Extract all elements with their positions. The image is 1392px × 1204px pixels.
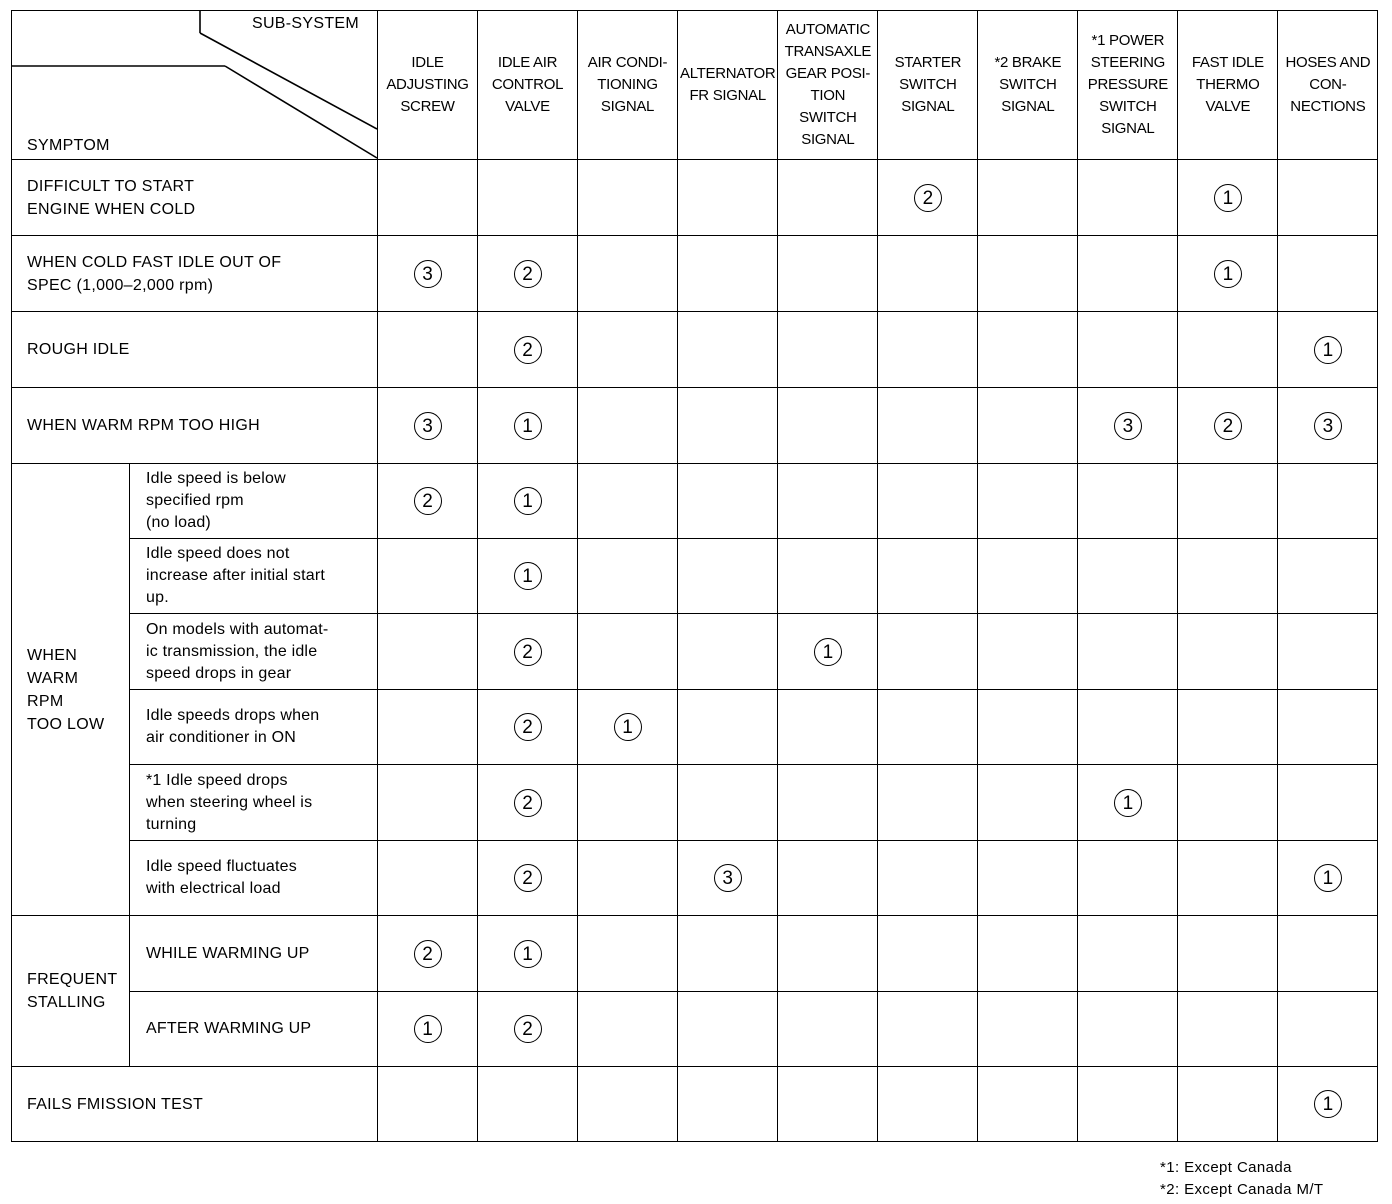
priority-cell bbox=[778, 916, 878, 992]
priority-number-circle: 1 bbox=[514, 487, 542, 515]
symptom-subsystem-table bbox=[11, 10, 1378, 1142]
priority-cell bbox=[1078, 916, 1178, 992]
priority-number-circle: 2 bbox=[514, 336, 542, 364]
priority-cell bbox=[878, 388, 978, 464]
priority-cell bbox=[378, 312, 478, 388]
priority-cell bbox=[378, 1067, 478, 1142]
priority-cell bbox=[378, 841, 478, 916]
priority-cell bbox=[978, 388, 1078, 464]
column-header: STARTER SWITCH SIGNAL bbox=[878, 11, 978, 160]
priority-cell bbox=[978, 765, 1078, 841]
priority-cell bbox=[578, 765, 678, 841]
symptom-label: *1 Idle speed drops when steering wheel is turning bbox=[130, 765, 378, 841]
priority-cell bbox=[1278, 539, 1378, 614]
priority-cell bbox=[678, 916, 778, 992]
priority-cell bbox=[1078, 464, 1178, 539]
priority-cell bbox=[478, 916, 578, 992]
symptom-label: DIFFICULT TO START ENGINE WHEN COLD bbox=[12, 160, 378, 236]
priority-cell bbox=[578, 312, 678, 388]
priority-cell bbox=[978, 841, 1078, 916]
priority-cell bbox=[978, 312, 1078, 388]
priority-cell bbox=[478, 388, 578, 464]
priority-cell bbox=[878, 992, 978, 1067]
priority-cell bbox=[578, 464, 678, 539]
priority-cell bbox=[578, 916, 678, 992]
priority-cell bbox=[978, 916, 1078, 992]
priority-number-circle: 1 bbox=[514, 412, 542, 440]
priority-number-circle: 2 bbox=[414, 940, 442, 968]
priority-cell bbox=[878, 841, 978, 916]
priority-cell bbox=[1178, 841, 1278, 916]
table-row bbox=[12, 312, 1378, 388]
priority-cell bbox=[378, 690, 478, 765]
priority-cell bbox=[378, 388, 478, 464]
priority-cell bbox=[978, 160, 1078, 236]
group-label-frequent-stalling: FREQUENT STALLING bbox=[12, 916, 130, 1067]
column-header: *1 POWER STEERING PRESSURE SWITCH SIGNAL bbox=[1078, 11, 1178, 160]
symptom-label: Idle speeds drops when air conditioner in ON bbox=[130, 690, 378, 765]
table-row bbox=[12, 236, 1378, 312]
priority-cell bbox=[1078, 992, 1178, 1067]
priority-cell bbox=[778, 539, 878, 614]
priority-cell bbox=[378, 614, 478, 690]
priority-cell bbox=[1278, 765, 1378, 841]
priority-cell bbox=[1178, 312, 1278, 388]
column-header: IDLE AIR CONTROL VALVE bbox=[478, 11, 578, 160]
priority-number-circle: 1 bbox=[514, 562, 542, 590]
priority-cell bbox=[578, 1067, 678, 1142]
priority-cell bbox=[978, 1067, 1078, 1142]
table-row bbox=[12, 841, 1378, 916]
priority-cell bbox=[1178, 765, 1278, 841]
priority-cell bbox=[578, 841, 678, 916]
priority-number-circle: 2 bbox=[914, 184, 942, 212]
priority-cell bbox=[378, 464, 478, 539]
priority-cell bbox=[378, 992, 478, 1067]
symptom-label: WHEN WARM RPM TOO HIGH bbox=[12, 388, 378, 464]
priority-cell bbox=[1078, 765, 1178, 841]
priority-cell bbox=[1078, 841, 1178, 916]
priority-cell bbox=[978, 690, 1078, 765]
priority-cell bbox=[878, 690, 978, 765]
priority-number-circle: 1 bbox=[1114, 789, 1142, 817]
priority-cell bbox=[1178, 464, 1278, 539]
priority-cell bbox=[678, 160, 778, 236]
priority-cell bbox=[478, 690, 578, 765]
priority-cell bbox=[578, 614, 678, 690]
priority-cell bbox=[778, 236, 878, 312]
priority-cell bbox=[1078, 236, 1178, 312]
priority-cell bbox=[1278, 388, 1378, 464]
priority-cell bbox=[1178, 916, 1278, 992]
table-row bbox=[12, 614, 1378, 690]
priority-number-circle: 3 bbox=[414, 412, 442, 440]
priority-number-circle: 3 bbox=[714, 864, 742, 892]
table-row bbox=[12, 1067, 1378, 1142]
priority-cell bbox=[778, 992, 878, 1067]
priority-number-circle: 1 bbox=[514, 940, 542, 968]
table-row bbox=[12, 690, 1378, 765]
subsystem-label: SUB-SYSTEM bbox=[251, 15, 359, 32]
priority-cell bbox=[478, 841, 578, 916]
priority-cell bbox=[678, 614, 778, 690]
symptom-label: Idle speed is below specified rpm (no load) bbox=[130, 464, 378, 539]
priority-cell bbox=[878, 312, 978, 388]
column-header: AUTOMATIC TRANSAXLE GEAR POSI- TION SWITCH SIGNAL bbox=[778, 11, 878, 160]
priority-cell bbox=[778, 841, 878, 916]
priority-number-circle: 1 bbox=[1314, 336, 1342, 364]
priority-cell bbox=[778, 690, 878, 765]
priority-cell bbox=[378, 160, 478, 236]
priority-cell bbox=[1178, 614, 1278, 690]
priority-cell bbox=[1178, 160, 1278, 236]
priority-number-circle: 1 bbox=[414, 1015, 442, 1043]
priority-cell bbox=[1178, 388, 1278, 464]
priority-cell bbox=[978, 464, 1078, 539]
priority-cell bbox=[1178, 1067, 1278, 1142]
priority-cell bbox=[1078, 388, 1178, 464]
priority-cell bbox=[478, 539, 578, 614]
footnote: *2: Except Canada M/T bbox=[1160, 1181, 1324, 1198]
priority-number-circle: 1 bbox=[1314, 1090, 1342, 1118]
priority-cell bbox=[578, 992, 678, 1067]
priority-cell bbox=[478, 765, 578, 841]
priority-cell bbox=[778, 312, 878, 388]
priority-cell bbox=[1278, 236, 1378, 312]
priority-cell bbox=[878, 1067, 978, 1142]
priority-cell bbox=[478, 160, 578, 236]
priority-cell bbox=[1178, 236, 1278, 312]
priority-cell bbox=[978, 992, 1078, 1067]
priority-number-circle: 2 bbox=[514, 713, 542, 741]
priority-cell bbox=[1078, 539, 1178, 614]
priority-cell bbox=[1278, 841, 1378, 916]
priority-cell bbox=[978, 539, 1078, 614]
priority-cell bbox=[378, 236, 478, 312]
priority-cell bbox=[878, 539, 978, 614]
column-header: *2 BRAKE SWITCH SIGNAL bbox=[978, 11, 1078, 160]
symptom-label: FAILS FMISSION TEST bbox=[12, 1067, 378, 1142]
priority-cell bbox=[1178, 992, 1278, 1067]
table-row bbox=[12, 464, 1378, 539]
symptom-label: SYMPTOM bbox=[27, 137, 110, 154]
priority-cell bbox=[878, 160, 978, 236]
symptom-label: AFTER WARMING UP bbox=[130, 992, 378, 1067]
column-header: FAST IDLE THERMO VALVE bbox=[1178, 11, 1278, 160]
priority-cell bbox=[1278, 160, 1378, 236]
priority-cell bbox=[878, 236, 978, 312]
priority-cell bbox=[478, 614, 578, 690]
priority-number-circle: 1 bbox=[1214, 184, 1242, 212]
column-header: HOSES AND CON- NECTIONS bbox=[1278, 11, 1378, 160]
priority-number-circle: 3 bbox=[1114, 412, 1142, 440]
symptom-label: Idle speed does not increase after initial start up. bbox=[130, 539, 378, 614]
priority-number-circle: 2 bbox=[514, 789, 542, 817]
priority-cell bbox=[678, 236, 778, 312]
priority-cell bbox=[678, 1067, 778, 1142]
priority-cell bbox=[678, 765, 778, 841]
priority-cell bbox=[478, 464, 578, 539]
priority-cell bbox=[578, 236, 678, 312]
priority-number-circle: 3 bbox=[414, 260, 442, 288]
priority-cell bbox=[378, 539, 478, 614]
priority-cell bbox=[778, 765, 878, 841]
priority-cell bbox=[778, 1067, 878, 1142]
footnotes bbox=[1160, 1157, 1323, 1201]
priority-cell bbox=[878, 614, 978, 690]
table-row bbox=[12, 765, 1378, 841]
group-label-warm-rpm-too-low: WHEN WARM RPM TOO LOW bbox=[12, 464, 130, 916]
priority-number-circle: 1 bbox=[814, 638, 842, 666]
priority-cell bbox=[678, 690, 778, 765]
priority-cell bbox=[478, 992, 578, 1067]
priority-cell bbox=[1278, 690, 1378, 765]
priority-cell bbox=[778, 614, 878, 690]
symptom-label: WHILE WARMING UP bbox=[130, 916, 378, 992]
symptom-label: On models with automat- ic transmission, the idle speed drops in gear bbox=[130, 614, 378, 690]
priority-cell bbox=[1278, 614, 1378, 690]
priority-cell bbox=[778, 464, 878, 539]
priority-cell bbox=[478, 312, 578, 388]
symptom-label: WHEN COLD FAST IDLE OUT OF SPEC (1,000–2,000 rpm) bbox=[12, 236, 378, 312]
column-header: ALTERNATOR FR SIGNAL bbox=[678, 11, 778, 160]
priority-cell bbox=[578, 539, 678, 614]
priority-number-circle: 3 bbox=[1314, 412, 1342, 440]
priority-cell bbox=[1178, 690, 1278, 765]
priority-cell bbox=[778, 160, 878, 236]
priority-cell bbox=[1278, 916, 1378, 992]
table-row bbox=[12, 388, 1378, 464]
priority-number-circle: 2 bbox=[514, 638, 542, 666]
priority-cell bbox=[878, 765, 978, 841]
priority-cell bbox=[678, 841, 778, 916]
priority-cell bbox=[1278, 312, 1378, 388]
priority-cell bbox=[578, 690, 678, 765]
priority-cell bbox=[678, 539, 778, 614]
priority-number-circle: 1 bbox=[1214, 260, 1242, 288]
table-row bbox=[12, 916, 1378, 992]
priority-number-circle: 2 bbox=[514, 260, 542, 288]
priority-cell bbox=[378, 916, 478, 992]
priority-cell bbox=[1078, 614, 1178, 690]
priority-cell bbox=[778, 388, 878, 464]
priority-cell bbox=[378, 765, 478, 841]
priority-cell bbox=[1078, 312, 1178, 388]
priority-number-circle: 2 bbox=[514, 1015, 542, 1043]
priority-cell bbox=[878, 916, 978, 992]
symptom-label: Idle speed fluctuates with electrical load bbox=[130, 841, 378, 916]
priority-cell bbox=[878, 464, 978, 539]
priority-cell bbox=[1078, 160, 1178, 236]
priority-cell bbox=[578, 160, 678, 236]
priority-number-circle: 1 bbox=[614, 713, 642, 741]
priority-cell bbox=[478, 236, 578, 312]
column-header: AIR CONDI- TIONING SIGNAL bbox=[578, 11, 678, 160]
priority-cell bbox=[1278, 992, 1378, 1067]
priority-cell bbox=[1078, 1067, 1178, 1142]
priority-cell bbox=[678, 388, 778, 464]
priority-cell bbox=[1278, 1067, 1378, 1142]
priority-number-circle: 2 bbox=[414, 487, 442, 515]
footnote: *1: Except Canada bbox=[1160, 1159, 1292, 1176]
priority-cell bbox=[678, 464, 778, 539]
priority-cell bbox=[978, 614, 1078, 690]
priority-cell bbox=[1078, 690, 1178, 765]
symptom-label: ROUGH IDLE bbox=[12, 312, 378, 388]
priority-number-circle: 2 bbox=[1214, 412, 1242, 440]
corner-cell bbox=[12, 11, 378, 160]
priority-cell bbox=[1278, 464, 1378, 539]
column-header: IDLE ADJUSTING SCREW bbox=[378, 11, 478, 160]
priority-cell bbox=[478, 1067, 578, 1142]
priority-number-circle: 1 bbox=[1314, 864, 1342, 892]
priority-cell bbox=[978, 236, 1078, 312]
table-row bbox=[12, 992, 1378, 1067]
table-row bbox=[12, 539, 1378, 614]
priority-number-circle: 2 bbox=[514, 864, 542, 892]
priority-cell bbox=[678, 312, 778, 388]
priority-cell bbox=[1178, 539, 1278, 614]
header-row bbox=[12, 11, 1378, 160]
priority-cell bbox=[578, 388, 678, 464]
priority-cell bbox=[678, 992, 778, 1067]
table-row bbox=[12, 160, 1378, 236]
